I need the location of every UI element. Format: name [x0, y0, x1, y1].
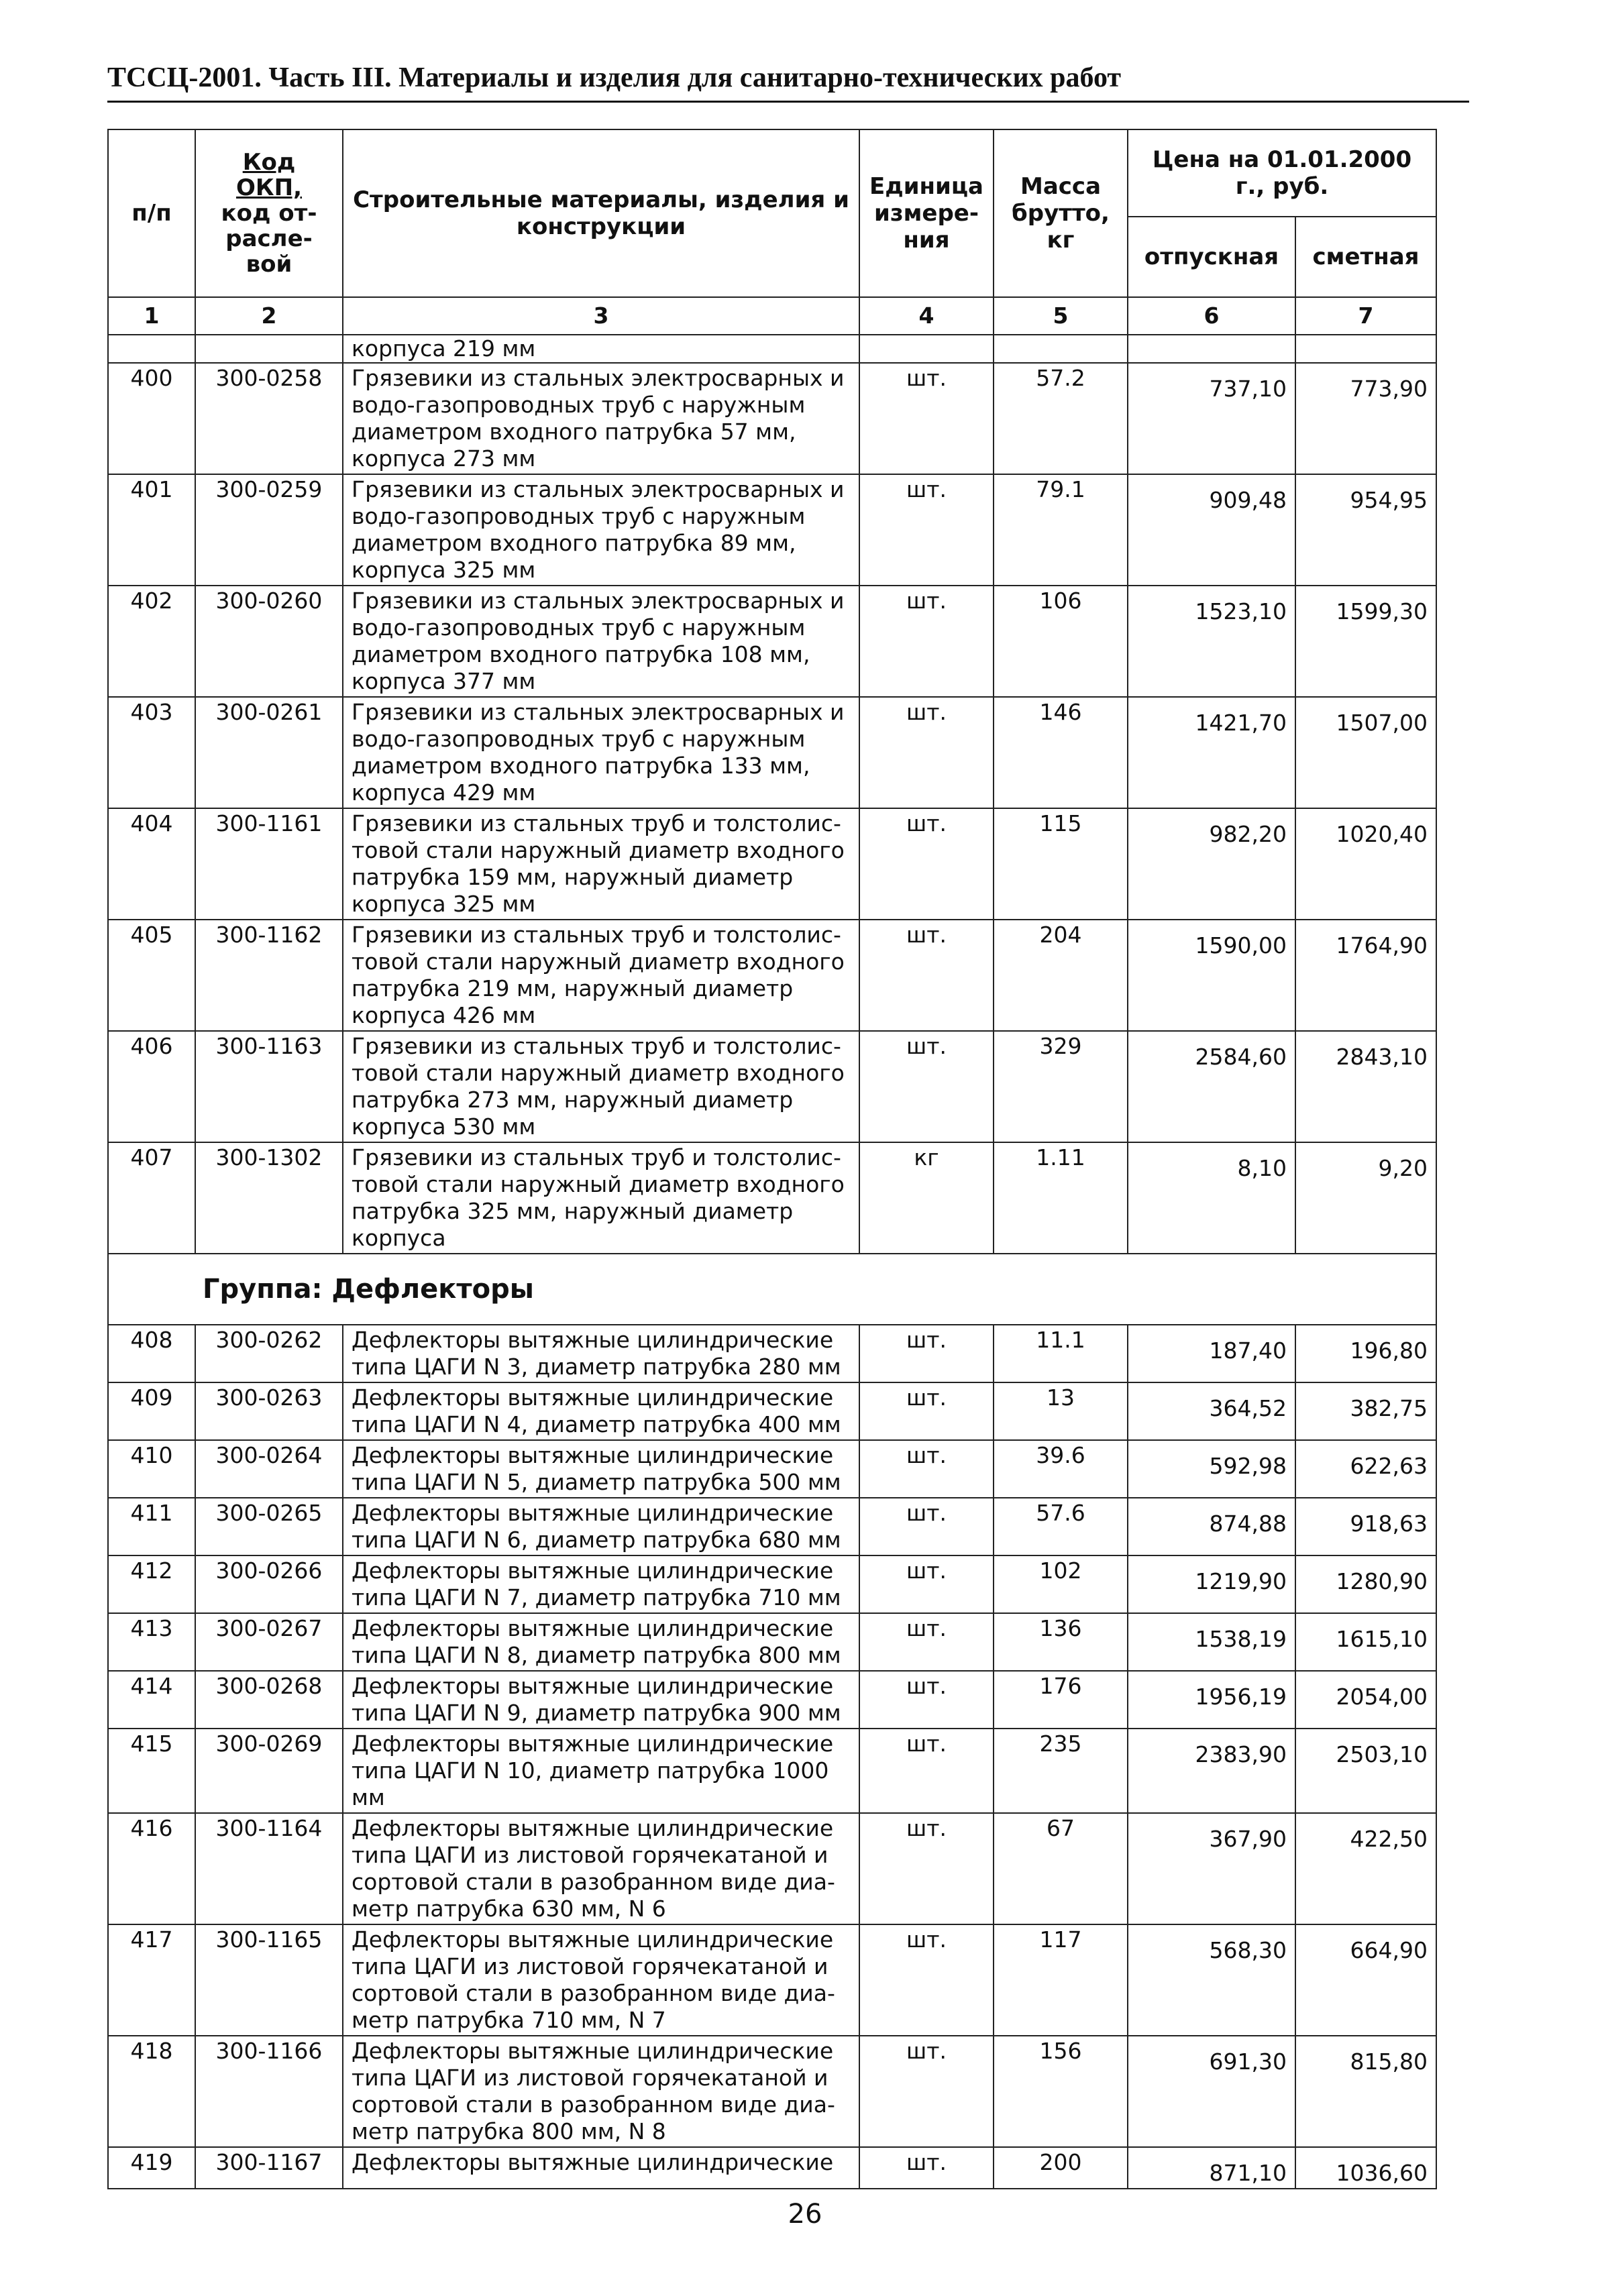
row-description: Дефлекторы вытяжные цилиндрические — [343, 2147, 859, 2189]
row-number: 409 — [108, 1382, 195, 1440]
row-mass: 176 — [994, 1671, 1128, 1729]
row-code: 300-0266 — [195, 1555, 343, 1613]
row-unit: шт. — [859, 586, 994, 697]
row-price-release: 187,40 — [1128, 1325, 1295, 1382]
row-description: Грязевики из стальных электросварных и водо-газопроводных труб с наружным диаметром входного патрубка 89 мм, корпуса 325 мм — [343, 474, 859, 586]
row-code: 300-1161 — [195, 808, 343, 920]
row-description: Дефлекторы вытяжные цилиндрические типа ЦАГИ N 10, диаметр патрубка 1000 мм — [343, 1729, 859, 1813]
col-number: 1 — [108, 297, 195, 335]
table-row — [108, 1498, 1436, 1555]
table-row — [108, 1924, 1436, 2036]
row-unit: шт. — [859, 1382, 994, 1440]
row-description: Дефлекторы вытяжные цилиндрические типа ЦАГИ из листовой горячекатаной и сортовой стали в разобранном виде диа-метр патрубка 710 мм, N 7 — [343, 1924, 859, 2036]
row-code: 300-1162 — [195, 920, 343, 1031]
row-unit: шт. — [859, 1671, 994, 1729]
row-number: 413 — [108, 1613, 195, 1671]
col-number: 7 — [1295, 297, 1436, 335]
group-title: Группа: Дефлекторы — [108, 1254, 1436, 1325]
row-unit: шт. — [859, 1498, 994, 1555]
row-price-release: 1523,10 — [1128, 586, 1295, 697]
row-price-estimate: 1599,30 — [1295, 586, 1436, 697]
row-number: 401 — [108, 474, 195, 586]
row-price-estimate: 1280,90 — [1295, 1555, 1436, 1613]
table-row — [108, 697, 1436, 808]
row-mass: 13 — [994, 1382, 1128, 1440]
row-price-release: 1538,19 — [1128, 1613, 1295, 1671]
table-row — [108, 1813, 1436, 1924]
row-number: 408 — [108, 1325, 195, 1382]
row-mass: 204 — [994, 920, 1128, 1031]
row-price-release: 737,10 — [1128, 363, 1295, 474]
row-description: Дефлекторы вытяжные цилиндрические типа ЦАГИ N 6, диаметр патрубка 680 мм — [343, 1498, 859, 1555]
row-price-estimate: 1507,00 — [1295, 697, 1436, 808]
col-number: 6 — [1128, 297, 1295, 335]
col-header-price-group: Цена на 01.01.2000 г., руб. — [1128, 129, 1436, 217]
row-price-estimate: 773,90 — [1295, 363, 1436, 474]
col-header-code-l3: код от- — [221, 200, 317, 227]
row-unit: шт. — [859, 474, 994, 586]
row-description: Дефлекторы вытяжные цилиндрические типа ЦАГИ N 4, диаметр патрубка 400 мм — [343, 1382, 859, 1440]
row-price-estimate: 664,90 — [1295, 1924, 1436, 2036]
row-mass: 115 — [994, 808, 1128, 920]
table-row — [108, 363, 1436, 474]
col-header-code — [195, 129, 343, 297]
row-price-release: 871,10 — [1128, 2147, 1295, 2189]
row-description: Дефлекторы вытяжные цилиндрические типа ЦАГИ N 5, диаметр патрубка 500 мм — [343, 1440, 859, 1498]
col-header-price-release: отпускная — [1128, 217, 1295, 297]
row-unit: шт. — [859, 1440, 994, 1498]
row-code: 300-1165 — [195, 1924, 343, 2036]
row-code: 300-0260 — [195, 586, 343, 697]
row-description: Дефлекторы вытяжные цилиндрические типа ЦАГИ N 3, диаметр патрубка 280 мм — [343, 1325, 859, 1382]
row-number: 412 — [108, 1555, 195, 1613]
row-mass: 39.6 — [994, 1440, 1128, 1498]
row-description: Грязевики из стальных электросварных и водо-газопроводных труб с наружным диаметром входного патрубка 133 мм, корпуса 429 мм — [343, 697, 859, 808]
row-price-release: 1956,19 — [1128, 1671, 1295, 1729]
row-unit: шт. — [859, 697, 994, 808]
row-mass: 329 — [994, 1031, 1128, 1142]
row-number: 417 — [108, 1924, 195, 2036]
table-row — [108, 1325, 1436, 1382]
page-header: ТССЦ-2001. Часть III. Материалы и изделия для санитарно-технических работ — [107, 62, 1122, 93]
row-description: Дефлекторы вытяжные цилиндрические типа ЦАГИ N 7, диаметр патрубка 710 мм — [343, 1555, 859, 1613]
row-price-release: 909,48 — [1128, 474, 1295, 586]
row-price-release: 2383,90 — [1128, 1729, 1295, 1813]
row-price-release: 568,30 — [1128, 1924, 1295, 2036]
row-mass: 79.1 — [994, 474, 1128, 586]
row-price-estimate: 622,63 — [1295, 1440, 1436, 1498]
row-price-estimate: 815,80 — [1295, 2036, 1436, 2147]
row-mass: 156 — [994, 2036, 1128, 2147]
row-price-estimate: 1615,10 — [1295, 1613, 1436, 1671]
row-unit: шт. — [859, 363, 994, 474]
row-price-release: 874,88 — [1128, 1498, 1295, 1555]
row-code: 300-0263 — [195, 1382, 343, 1440]
row-price-estimate: 2054,00 — [1295, 1671, 1436, 1729]
row-price-release: 367,90 — [1128, 1813, 1295, 1924]
row-mass: 67 — [994, 1813, 1128, 1924]
page-number: 26 — [788, 2199, 822, 2230]
row-number: 405 — [108, 920, 195, 1031]
row-number: 404 — [108, 808, 195, 920]
table-row — [108, 2147, 1436, 2189]
row-price-estimate: 422,50 — [1295, 1813, 1436, 1924]
row-price-release: 1421,70 — [1128, 697, 1295, 808]
row-mass: 117 — [994, 1924, 1128, 2036]
row-description: Грязевики из стальных труб и толстолис-товой стали наружный диаметр входного патрубка 325 мм, наружный диаметр корпуса — [343, 1142, 859, 1254]
row-mass: 146 — [994, 697, 1128, 808]
row-description: Грязевики из стальных труб и толстолис-товой стали наружный диаметр входного патрубка 159 мм, наружный диаметр корпуса 325 мм — [343, 808, 859, 920]
row-unit: шт. — [859, 1555, 994, 1613]
col-header-name: Строительные материалы, изделия и конструкции — [343, 129, 859, 297]
row-number: 416 — [108, 1813, 195, 1924]
col-header-mass: Масса брутто, кг — [994, 129, 1128, 297]
table-row — [108, 1031, 1436, 1142]
row-description: Грязевики из стальных электросварных и водо-газопроводных труб с наружным диаметром входного патрубка 57 мм, корпуса 273 мм — [343, 363, 859, 474]
row-unit: шт. — [859, 920, 994, 1031]
table-row — [108, 920, 1436, 1031]
table-row — [108, 1555, 1436, 1613]
table-row — [108, 1440, 1436, 1498]
row-code: 300-0269 — [195, 1729, 343, 1813]
row-price-estimate: 2843,10 — [1295, 1031, 1436, 1142]
col-header-code-l1: Код — [242, 149, 296, 176]
row-price-release: 982,20 — [1128, 808, 1295, 920]
row-code: 300-0258 — [195, 363, 343, 474]
row-mass: 235 — [994, 1729, 1128, 1813]
table-row — [108, 1382, 1436, 1440]
row-unit: шт. — [859, 2147, 994, 2189]
row-price-estimate: 1020,40 — [1295, 808, 1436, 920]
row-price-release: 691,30 — [1128, 2036, 1295, 2147]
col-header-code-l5: вой — [246, 251, 292, 278]
col-header-code-l4: расле- — [225, 225, 313, 252]
row-price-release: 364,52 — [1128, 1382, 1295, 1440]
table-row — [108, 474, 1436, 586]
row-price-release: 8,10 — [1128, 1142, 1295, 1254]
row-number: 414 — [108, 1671, 195, 1729]
col-header-price-estimate: сметная — [1295, 217, 1436, 297]
row-price-release: 592,98 — [1128, 1440, 1295, 1498]
row-code: 300-0264 — [195, 1440, 343, 1498]
row-code: 300-0259 — [195, 474, 343, 586]
row-mass: 102 — [994, 1555, 1128, 1613]
row-description: Грязевики из стальных электросварных и водо-газопроводных труб с наружным диаметром входного патрубка 108 мм, корпуса 377 мм — [343, 586, 859, 697]
row-number: 419 — [108, 2147, 195, 2189]
row-unit: шт. — [859, 1031, 994, 1142]
row-number: 407 — [108, 1142, 195, 1254]
row-price-estimate: 2503,10 — [1295, 1729, 1436, 1813]
row-code: 300-0261 — [195, 697, 343, 808]
row-mass: 57.2 — [994, 363, 1128, 474]
header-rule — [107, 101, 1469, 103]
row-number: 402 — [108, 586, 195, 697]
continuation-text: корпуса 219 мм — [343, 335, 859, 363]
row-code: 300-1164 — [195, 1813, 343, 1924]
table-row — [108, 1729, 1436, 1813]
row-unit: шт. — [859, 1924, 994, 2036]
row-unit: шт. — [859, 1613, 994, 1671]
row-unit: шт. — [859, 1325, 994, 1382]
row-code: 300-1167 — [195, 2147, 343, 2189]
row-mass: 11.1 — [994, 1325, 1128, 1382]
row-code: 300-0262 — [195, 1325, 343, 1382]
row-price-release: 1590,00 — [1128, 920, 1295, 1031]
row-code: 300-0265 — [195, 1498, 343, 1555]
row-mass: 136 — [994, 1613, 1128, 1671]
row-mass: 57.6 — [994, 1498, 1128, 1555]
row-description: Дефлекторы вытяжные цилиндрические типа ЦАГИ N 9, диаметр патрубка 900 мм — [343, 1671, 859, 1729]
row-number: 415 — [108, 1729, 195, 1813]
row-mass: 1.11 — [994, 1142, 1128, 1254]
table-row — [108, 1671, 1436, 1729]
row-price-estimate: 918,63 — [1295, 1498, 1436, 1555]
row-mass: 106 — [994, 586, 1128, 697]
row-code: 300-1302 — [195, 1142, 343, 1254]
row-description: Дефлекторы вытяжные цилиндрические типа ЦАГИ из листовой горячекатаной и сортовой стали в разобранном виде диа-метр патрубка 800 мм, N 8 — [343, 2036, 859, 2147]
col-header-code-l2: ОКП, — [235, 174, 303, 201]
continuation-row — [108, 335, 1436, 363]
row-code: 300-1163 — [195, 1031, 343, 1142]
row-price-estimate: 9,20 — [1295, 1142, 1436, 1254]
row-unit: шт. — [859, 2036, 994, 2147]
row-code: 300-0267 — [195, 1613, 343, 1671]
col-number: 5 — [994, 297, 1128, 335]
row-unit: кг — [859, 1142, 994, 1254]
row-description: Дефлекторы вытяжные цилиндрические типа ЦАГИ N 8, диаметр патрубка 800 мм — [343, 1613, 859, 1671]
row-unit: шт. — [859, 1813, 994, 1924]
row-price-estimate: 1764,90 — [1295, 920, 1436, 1031]
row-description: Грязевики из стальных труб и толстолис-товой стали наружный диаметр входного патрубка 273 мм, наружный диаметр корпуса 530 мм — [343, 1031, 859, 1142]
table-row — [108, 2036, 1436, 2147]
row-code: 300-1166 — [195, 2036, 343, 2147]
row-code: 300-0268 — [195, 1671, 343, 1729]
row-mass: 200 — [994, 2147, 1128, 2189]
table-row — [108, 586, 1436, 697]
col-number: 2 — [195, 297, 343, 335]
table-row — [108, 1613, 1436, 1671]
row-number: 403 — [108, 697, 195, 808]
row-price-estimate: 1036,60 — [1295, 2147, 1436, 2189]
col-header-num: п/п — [108, 129, 195, 297]
row-unit: шт. — [859, 808, 994, 920]
row-price-estimate: 196,80 — [1295, 1325, 1436, 1382]
row-number: 411 — [108, 1498, 195, 1555]
table-row — [108, 808, 1436, 920]
row-price-release: 1219,90 — [1128, 1555, 1295, 1613]
table-row — [108, 1142, 1436, 1254]
row-number: 406 — [108, 1031, 195, 1142]
col-number: 4 — [859, 297, 994, 335]
row-number: 410 — [108, 1440, 195, 1498]
row-description: Грязевики из стальных труб и толстолис-товой стали наружный диаметр входного патрубка 219 мм, наружный диаметр корпуса 426 мм — [343, 920, 859, 1031]
col-header-unit: Единица измере-ния — [859, 129, 994, 297]
row-description: Дефлекторы вытяжные цилиндрические типа ЦАГИ из листовой горячекатаной и сортовой стали в разобранном виде диа-метр патрубка 630 мм, N 6 — [343, 1813, 859, 1924]
row-price-release: 2584,60 — [1128, 1031, 1295, 1142]
materials-table — [107, 129, 1437, 2189]
row-number: 400 — [108, 363, 195, 474]
row-price-estimate: 382,75 — [1295, 1382, 1436, 1440]
group-row — [108, 1254, 1436, 1325]
row-unit: шт. — [859, 1729, 994, 1813]
row-number: 418 — [108, 2036, 195, 2147]
row-price-estimate: 954,95 — [1295, 474, 1436, 586]
col-number: 3 — [343, 297, 859, 335]
